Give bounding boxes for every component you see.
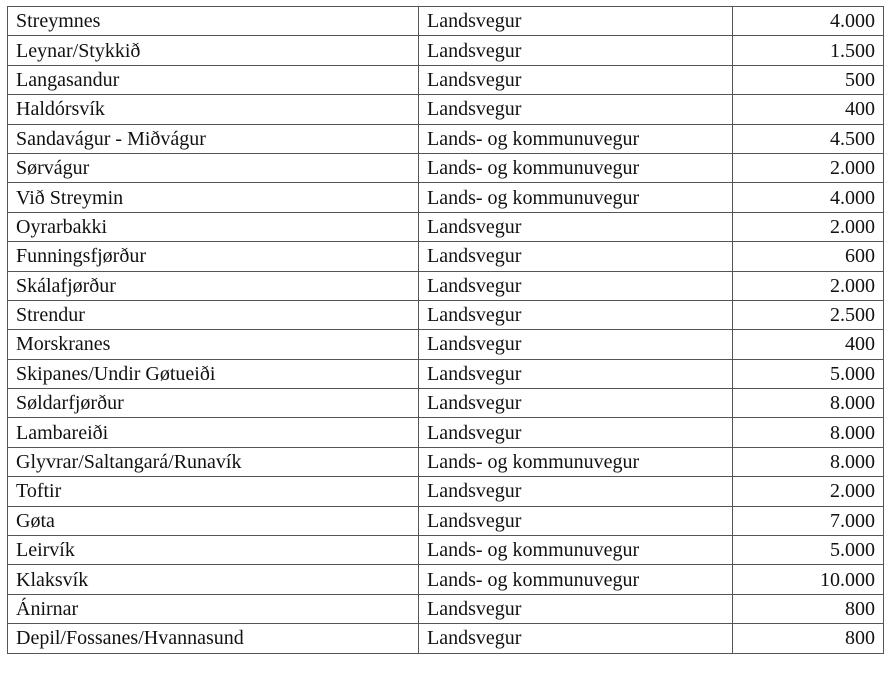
- amount: 5.000: [733, 536, 884, 565]
- place-name: Gøta: [8, 506, 419, 535]
- road-type: Lands- og kommunuvegur: [419, 565, 733, 594]
- table-row: [8, 624, 884, 653]
- road-type: Lands- og kommunuvegur: [419, 447, 733, 476]
- table-row: [8, 65, 884, 94]
- place-name: Við Streymin: [8, 183, 419, 212]
- table-row: [8, 7, 884, 36]
- amount: 4.000: [733, 7, 884, 36]
- road-type: Landsvegur: [419, 594, 733, 623]
- place-name: Morskranes: [8, 330, 419, 359]
- place-name: Funningsfjørður: [8, 242, 419, 271]
- table-row: [8, 330, 884, 359]
- amount: 10.000: [733, 565, 884, 594]
- road-type: Landsvegur: [419, 506, 733, 535]
- place-name: Depil/Fossanes/Hvannasund: [8, 624, 419, 653]
- table-row: [8, 242, 884, 271]
- road-table: [7, 6, 884, 654]
- table-row: [8, 183, 884, 212]
- table-row: [8, 36, 884, 65]
- amount: 2.000: [733, 477, 884, 506]
- road-type: Landsvegur: [419, 624, 733, 653]
- table-row: [8, 95, 884, 124]
- table-row: [8, 447, 884, 476]
- road-type: Landsvegur: [419, 300, 733, 329]
- place-name: Skálafjørður: [8, 271, 419, 300]
- road-type: Landsvegur: [419, 95, 733, 124]
- table-row: [8, 271, 884, 300]
- table-row: [8, 594, 884, 623]
- place-name: Streymnes: [8, 7, 419, 36]
- table-row: [8, 506, 884, 535]
- amount: 4.000: [733, 183, 884, 212]
- amount: 4.500: [733, 124, 884, 153]
- amount: 8.000: [733, 418, 884, 447]
- amount: 2.000: [733, 153, 884, 182]
- place-name: Leirvík: [8, 536, 419, 565]
- amount: 2.500: [733, 300, 884, 329]
- place-name: Ánirnar: [8, 594, 419, 623]
- amount: 600: [733, 242, 884, 271]
- road-type: Landsvegur: [419, 65, 733, 94]
- table-body: [8, 7, 884, 654]
- amount: 800: [733, 594, 884, 623]
- place-name: Leynar/Stykkið: [8, 36, 419, 65]
- road-type: Landsvegur: [419, 418, 733, 447]
- road-type: Lands- og kommunuvegur: [419, 153, 733, 182]
- road-type: Landsvegur: [419, 271, 733, 300]
- road-type: Landsvegur: [419, 36, 733, 65]
- table-row: [8, 418, 884, 447]
- table-row: [8, 124, 884, 153]
- amount: 2.000: [733, 271, 884, 300]
- road-type: Landsvegur: [419, 330, 733, 359]
- amount: 8.000: [733, 389, 884, 418]
- place-name: Toftir: [8, 477, 419, 506]
- road-type: Landsvegur: [419, 7, 733, 36]
- place-name: Glyvrar/Saltangará/Runavík: [8, 447, 419, 476]
- place-name: Haldórsvík: [8, 95, 419, 124]
- amount: 500: [733, 65, 884, 94]
- amount: 5.000: [733, 359, 884, 388]
- place-name: Strendur: [8, 300, 419, 329]
- table-row: [8, 300, 884, 329]
- place-name: Sørvágur: [8, 153, 419, 182]
- table-row: [8, 565, 884, 594]
- road-type: Lands- og kommunuvegur: [419, 536, 733, 565]
- amount: 8.000: [733, 447, 884, 476]
- table-row: [8, 153, 884, 182]
- place-name: Sandavágur - Miðvágur: [8, 124, 419, 153]
- road-type: Lands- og kommunuvegur: [419, 183, 733, 212]
- table-row: [8, 477, 884, 506]
- amount: 400: [733, 95, 884, 124]
- table-row: [8, 212, 884, 241]
- road-type: Landsvegur: [419, 477, 733, 506]
- amount: 7.000: [733, 506, 884, 535]
- place-name: Lambareiði: [8, 418, 419, 447]
- place-name: Oyrarbakki: [8, 212, 419, 241]
- road-type: Landsvegur: [419, 359, 733, 388]
- place-name: Søldarfjørður: [8, 389, 419, 418]
- road-type: Landsvegur: [419, 212, 733, 241]
- table-row: [8, 389, 884, 418]
- table-row: [8, 536, 884, 565]
- road-type: Lands- og kommunuvegur: [419, 124, 733, 153]
- road-type: Landsvegur: [419, 389, 733, 418]
- amount: 1.500: [733, 36, 884, 65]
- place-name: Langasandur: [8, 65, 419, 94]
- amount: 400: [733, 330, 884, 359]
- table-row: [8, 359, 884, 388]
- place-name: Skipanes/Undir Gøtueiði: [8, 359, 419, 388]
- amount: 800: [733, 624, 884, 653]
- amount: 2.000: [733, 212, 884, 241]
- road-type: Landsvegur: [419, 242, 733, 271]
- place-name: Klaksvík: [8, 565, 419, 594]
